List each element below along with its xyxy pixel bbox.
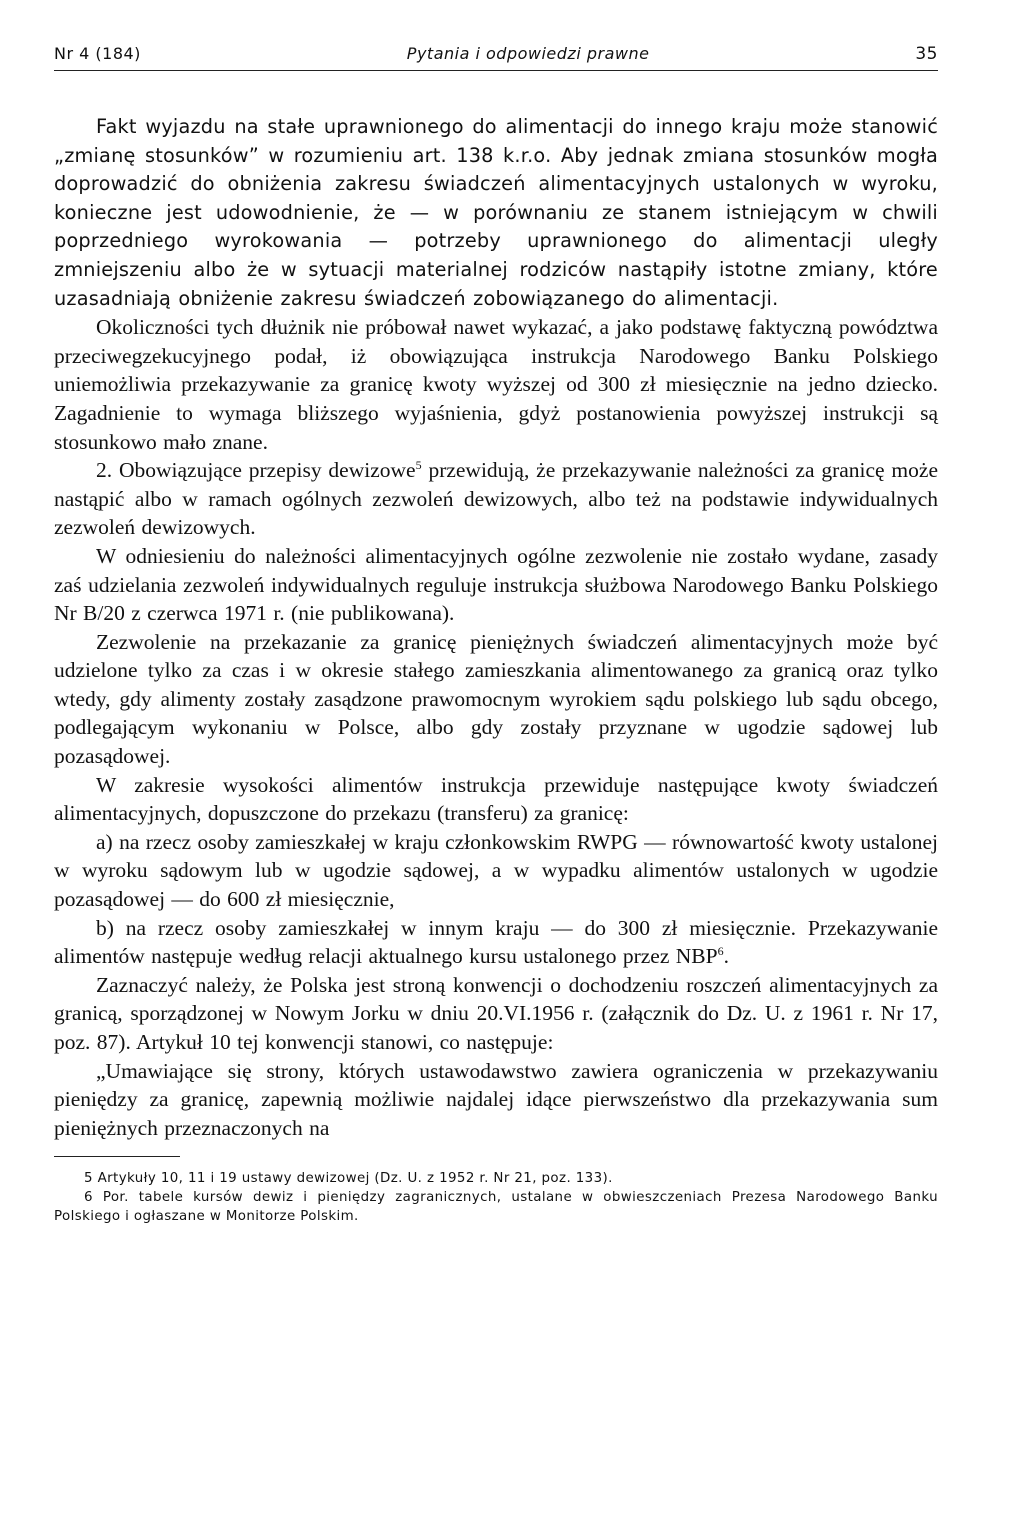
paragraph-1: Fakt wyjazdu na stałe uprawnionego do alimentacji do innego kraju może stanowić „zmianę stosunków” w rozumieniu art. 138 k.r.o. Aby jednak zmiana stosunków mogła doprowadzić do obniżenia zakresu świadczeń alimentacyjnych ustalonych w wyroku, konieczne jest udowodnienie, że — w porównaniu ze stanem istniejącym w chwili poprzedniego wyrokowania — potrzeby uprawnionego do alimentacji uległy zmniejszeniu albo że w sytuacji materialnej rodziców nastąpiły istotne zmiany, które uzasadniają obniżenie zakresu świadczeń zobowiązanego do alimentacji.	[54, 115, 938, 310]
running-header	[54, 44, 938, 71]
paragraph-2: Okoliczności tych dłużnik nie próbował nawet wykazać, a jako podstawę faktyczną powództwa przeciwegzekucyjnego podał, iż obowiązująca instrukcja Narodowego Banku Polskiego uniemożliwia przekazywanie za granicę kwoty wyższej od 300 zł miesięcznie na jedno dziecko. Zagadnienie to wymaga bliższego wyjaśnienia, gdyż postanowienia powyższej instrukcji są stosunkowo mało znane.	[54, 315, 938, 454]
paragraph-quote: „Umawiające się strony, których ustawodawstwo zawiera ograniczenia w przekazywaniu pieniędzy za granicę, zapewnią możliwie najdalej idące pierwszeństwo dla przekazywania sum pieniężnych przeznaczonych na	[54, 1058, 938, 1140]
list-item-b-end: .	[723, 944, 729, 969]
list-item-b	[54, 914, 938, 971]
paragraph-3-rest: przewidują, że przekazywanie należności za granicę może nastąpić albo w ramach ogólnych zezwoleń dewizowych, albo też na podstawie indywidualnych zezwoleń dewizowych.	[54, 458, 938, 540]
paragraph-4: W odniesieniu do należności alimentacyjnych ogólne zezwolenie nie zostało wydane, zasady zaś udzielania zezwoleń indywidualnych reguluje instrukcja służbowa Narodowego Banku Polskiego Nr B/20 z czerwca 1971 r. (nie publikowana).	[54, 543, 938, 626]
footnote-ref-6: 6	[717, 944, 724, 959]
footnotes	[54, 1169, 938, 1226]
section-title: Pytania i odpowiedzi prawne	[406, 44, 650, 63]
paragraph-7: Zaznaczyć należy, że Polska jest stroną konwencji o dochodzeniu roszczeń alimentacyjnych za granicą, sporządzonej w Nowym Jorku w dniu 20.VI.1956 r. (załącznik do Dz. U. z 1961 r. Nr 17, poz. 87). Artykuł 10 tej konwencji stanowi, co następuje:	[54, 972, 938, 1054]
list-item-a: a) na rzecz osoby zamieszkałej w kraju członkowskim RWPG — równowartość kwoty ustalonej w wyroku sądowym lub w ugodzie sądowej, a w wypadku alimentów ustalonych w ugodzie pozasądowej — do 600 zł miesięcznie,	[54, 829, 938, 912]
page-number: 35	[915, 44, 938, 64]
list-item-b-text: b) na rzecz osoby zamieszkałej w innym kraju — do 300 zł miesięcznie. Przekazywanie alimentów następuje według relacji aktualnego kursu ustalonego przez NBP	[54, 915, 938, 969]
article-body	[54, 113, 938, 1142]
footnote-5: 5 Artykuły 10, 11 i 19 ustawy dewizowej (Dz. U. z 1952 r. Nr 21, poz. 133).	[84, 1171, 613, 1187]
paragraph-3-lead: 2. Obowiązujące przepisy dewizowe	[96, 458, 416, 483]
footnote-6: 6 Por. tabele kursów dewiz i pieniędzy zagranicznych, ustalane w obwieszczeniach Prezesa Narodowego Banku Polskiego i ogłaszane w Monitorze Polskim.	[54, 1190, 938, 1225]
paragraph-6: W zakresie wysokości alimentów instrukcja przewiduje następujące kwoty świadczeń alimentacyjnych, dopuszczone do przekazu (transferu) za granicę:	[54, 772, 938, 826]
issue-number: Nr 4 (184)	[54, 44, 141, 63]
footnote-ref-5: 5	[415, 457, 422, 472]
footnote-divider	[54, 1156, 180, 1157]
paragraph-3	[54, 456, 938, 542]
paragraph-5: Zezwolenie na przekazanie za granicę pieniężnych świadczeń alimentacyjnych może być udzielone tylko za czas i w okresie stałego zamieszkania alimentowanego za granicą oraz tylko wtedy, gdy alimenty zostały zasądzone prawomocnym wyrokiem sądu polskiego lub sądu obcego, podlegającym wykonaniu w Polsce, albo gdy zostały przyznane w ugodzie sądowej lub pozasądowej.	[54, 629, 938, 769]
